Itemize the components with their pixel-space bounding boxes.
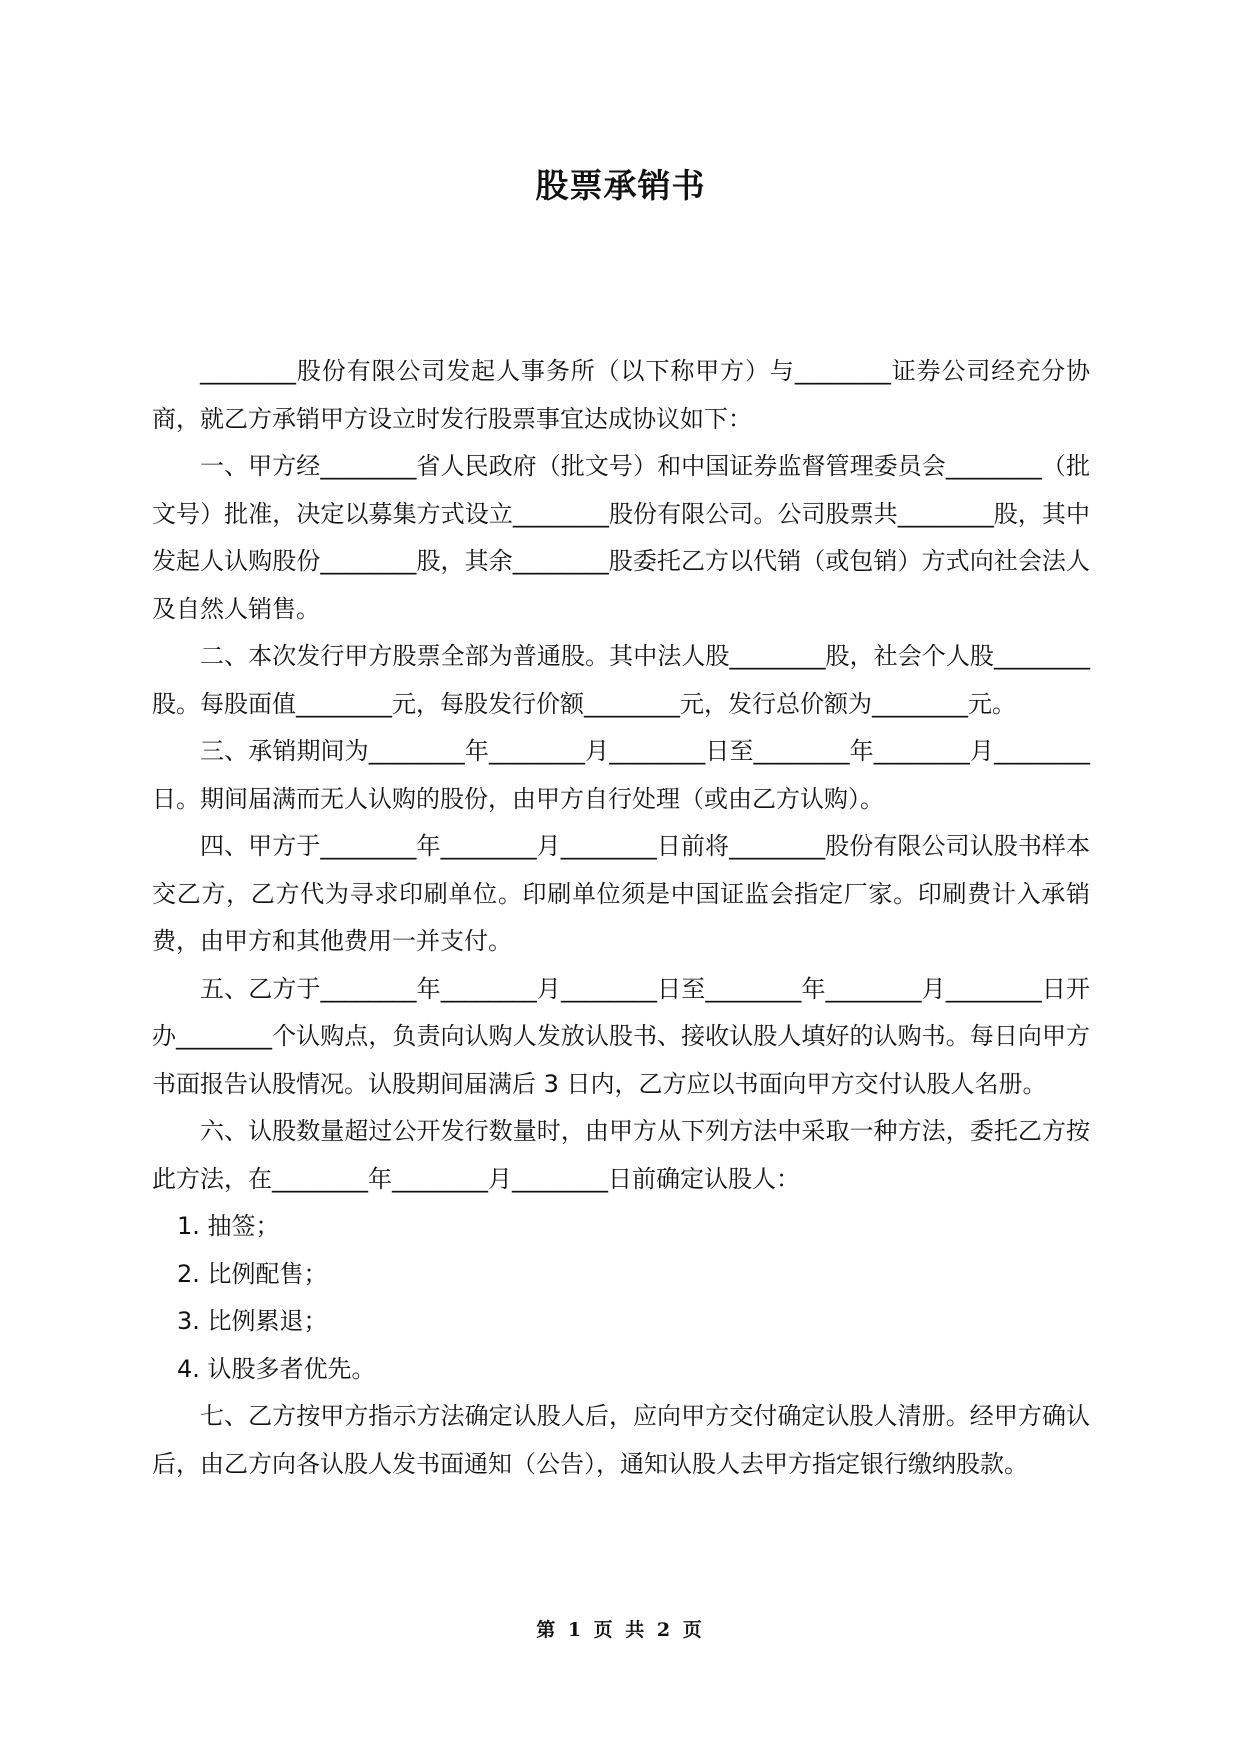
list-item: 3. 比例累退； <box>177 1307 328 1335</box>
list-item: 1. 抽签； <box>177 1212 280 1240</box>
list-item: 4. 认股多者优先。 <box>177 1354 376 1383</box>
clause-7-paragraph: 七、乙方按甲方指示方法确定认股人后，应向甲方交付确定认股人清册。经甲方确认后，由乙方向各认股人发书面通知（公告），通知认股人去甲方指定银行缴纳股款。 <box>152 1402 1090 1478</box>
clause-1-paragraph: 一、甲方经________省人民政府（批文号）和中国证券监督管理委员会________（批文号）批准，决定以募集方式设立________股份有限公司。公司股票共________股，其中发起人认购股份________股，其余________股委托乙方以代销（或包销）方式向社会法人及自然人销售。 <box>152 452 1090 623</box>
clause-5-paragraph: 五、乙方于________年________月________日至________年________月________日开办________个认购点，负责向认购人发放认股书、接收认股人填好的认购书。每日向甲方书面报告认股情况。认股期间届满后 3 日内，乙方应以书面向甲方交付认股人名册。 <box>152 974 1090 1098</box>
document-body <box>152 348 1090 1488</box>
clause-2-paragraph: 二、本次发行甲方股票全部为普通股。其中法人股________股，社会个人股________股。每股面值________元，每股发行价额________元，发行总价额为________元。 <box>152 642 1090 718</box>
page-number-footer: 第 1 页 共 2 页 <box>536 1619 705 1641</box>
document-title: 股票承销书 <box>535 166 706 205</box>
clause-6-paragraph: 六、认股数量超过公开发行数量时，由甲方从下列方法中采取一种方法，委托乙方按此方法，在________年________月________日前确定认股人： <box>152 1117 1090 1193</box>
clause-4-paragraph: 四、甲方于________年________月________日前将________股份有限公司认股书样本交乙方，乙方代为寻求印刷单位。印刷单位须是中国证监会指定厂家。印刷费计入承销费，由甲方和其他费用一并支付。 <box>152 832 1090 955</box>
list-item: 2. 比例配售； <box>177 1259 328 1288</box>
intro-paragraph: ________股份有限公司发起人事务所（以下称甲方）与________证券公司经充分协商，就乙方承销甲方设立时发行股票事宜达成协议如下： <box>152 357 1090 433</box>
clause-3-paragraph: 三、承销期间为________年________月________日至________年________月________日。期间届满而无人认购的股份，由甲方自行处理（或由乙方认购）。 <box>152 737 1090 813</box>
